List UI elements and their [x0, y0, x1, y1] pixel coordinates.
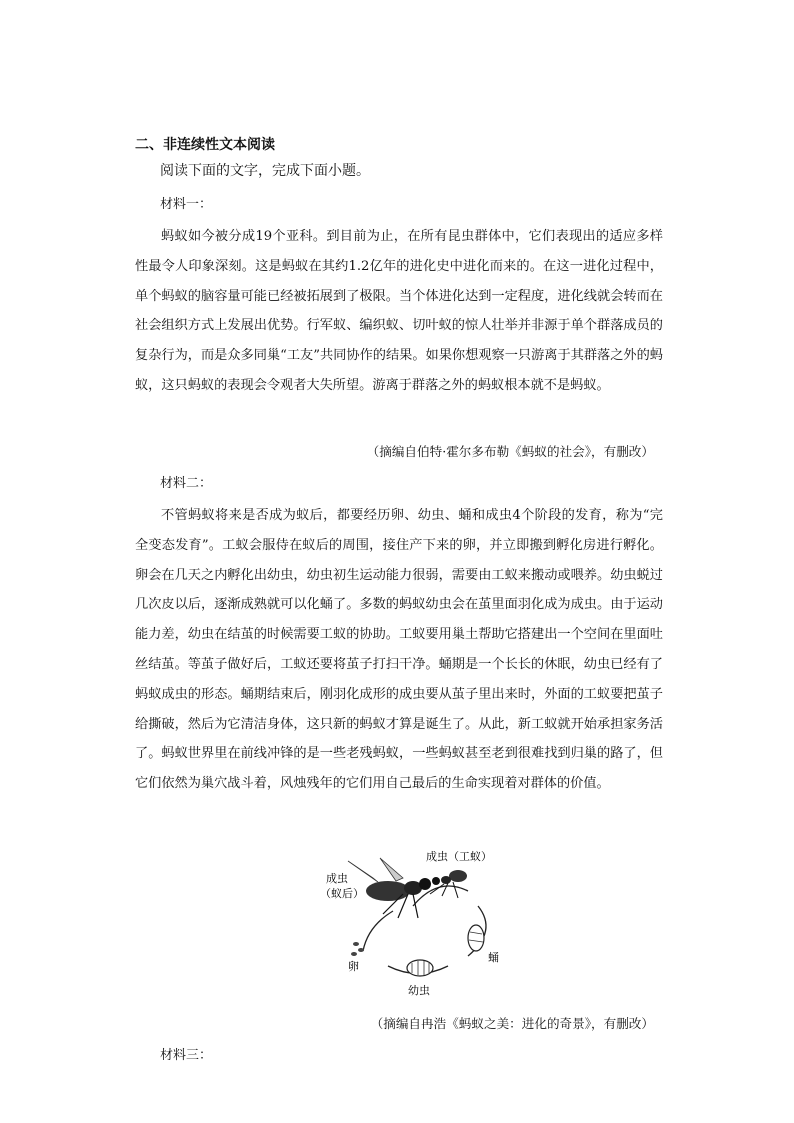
lifecycle-diagram	[318, 846, 508, 1006]
instruction: 阅读下面的文字，完成下面小题。	[160, 163, 370, 179]
egg-icon	[351, 942, 364, 956]
material1-label: 材料一：	[160, 197, 213, 212]
cycle-arc-left	[363, 911, 393, 951]
label-adult-queen-2: （蚁后）	[320, 887, 364, 900]
material2-text: 不管蚂蚁将来是否成为蚁后，都要经历卵、幼虫、蛹和成虫4个阶段的发育，称为“完全变态发育”。工蚁会服侍在蚁后的周围，接住产下来的卵，并立即搬到孵化房进行孵化。卵会在几天之内孵化出幼虫，幼虫初生运动能力很弱，需要由工蚁来搬动或喂养。幼虫蜕过几次皮以后，逐渐成熟就可以化蛹了。多数的蚂蚁幼虫会在茧里面羽化成为成虫。由于运动能力差，幼虫在结茧的时候需要工蚁的协助。工蚁要用巢土帮助它搭建出一个空间在里面吐丝结茧。等茧子做好后，工蚁还要将茧子打扫干净。蛹期是一个长长的休眠，幼虫已经有了蚂蚁成虫的形态。蛹期结束后，刚羽化成形的成虫要从茧子里出来时，外面的工蚁要把茧子给撕破，然后为它清洁身体，这只新的蚂蚁才算是诞生了。从此，新工蚁就开始承担家务活了。蚂蚁世界里在前线冲锋的是一些老残蚂蚁，一些蚂蚁甚至老到很难找到归巢的路了，但它们依然为巢穴战斗着，风烛残年的它们用自己最后的生命实现着对群体的价值。	[135, 508, 663, 792]
section-title: 二、非连续性文本阅读	[135, 137, 275, 153]
larva-icon	[407, 960, 433, 976]
material3-label: 材料三：	[160, 1048, 213, 1063]
ant-lifecycle-figure	[318, 846, 508, 1006]
material1-text: 蚂蚁如今被分成19个亚科。到目前为止，在所有昆虫群体中，它们表现出的适应多样性最令人印象深刻。这是蚂蚁在其约1.2亿年的进化史中进化而来的。在这一进化过程中，单个蚂蚁的脑容量可能已经被拓展到了极限。当个体进化达到一定程度，进化线就会转而在社会组织方式上发展出优势。行军蚁、编织蚁、切叶蚁的惊人壮举并非源于单个群落成员的复杂行为，而是众多同巢“工友”共同协作的结果。如果你想观察一只游离于其群落之外的蚂蚁，这只蚂蚁的表现会令观者大失所望。游离于群落之外的蚂蚁根本就不是蚂蚁。	[135, 229, 663, 393]
pupa-icon	[468, 925, 484, 951]
worker-ant-icon	[430, 870, 467, 898]
material2-label: 材料二：	[160, 476, 213, 491]
label-adult-worker: 成虫（工蚁）	[426, 850, 492, 863]
label-egg: 卵	[348, 960, 359, 973]
material2-source: （摘编自冉浩《蚂蚁之美：进化的奇景》，有删改）	[370, 1016, 654, 1031]
label-pupa: 蛹	[488, 951, 499, 964]
label-adult-queen-1: 成虫	[326, 872, 348, 885]
material1-source: （摘编自伯特·霍尔多布勒《蚂蚁的社会》，有删改）	[366, 444, 654, 459]
label-larva: 幼虫	[408, 984, 430, 997]
